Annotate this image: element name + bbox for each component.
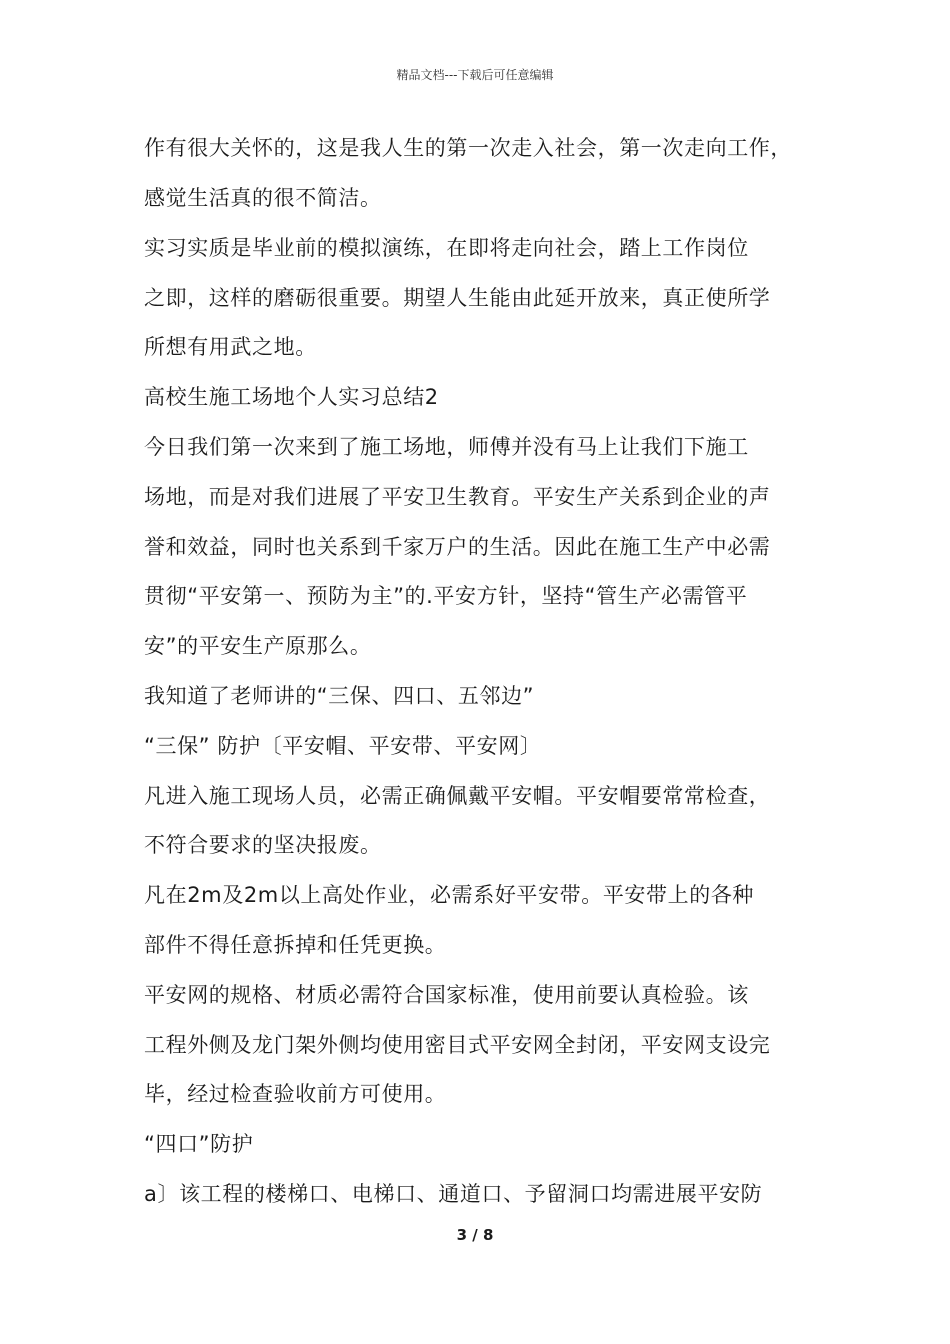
text-line: 实习实质是毕业前的模拟演练，在即将走向社会，踏上工作岗位	[144, 236, 749, 260]
text-line: 不符合要求的坚决报废。	[144, 833, 382, 857]
text-line: 之即，这样的磨砺很重要。期望人生能由此延开放来，真正使所学	[144, 286, 771, 310]
text-line: 平安网的规格、材质必需符合国家标准，使用前要认真检验。该	[144, 983, 749, 1007]
text-line: 凡进入施工现场人员，必需正确佩戴平安帽。平安帽要常常检查，	[144, 784, 771, 808]
text-line: 凡在2m及2m以上高处作业，必需系好平安带。平安带上的各种	[144, 883, 755, 907]
text-line: 我知道了老师讲的“三保、四口、五邻边”	[144, 684, 535, 708]
text-line: 所想有用武之地。	[144, 335, 317, 359]
page-header: 精品文档---下载后可任意编辑	[396, 68, 554, 82]
text-line: 贯彻“平安第一、预防为主”的.平安方针，坚持“管生产必需管平	[144, 584, 748, 608]
text-line: 今日我们第一次来到了施工场地，师傅并没有马上让我们下施工	[144, 435, 749, 459]
section-title: 高校生施工场地个人实习总结2	[144, 385, 439, 409]
text-line: 安”的平安生产原那么。	[144, 634, 372, 658]
text-line: 作有很大关怀的，这是我人生的第一次走入社会，第一次走向工作，	[144, 136, 792, 160]
text-line: 场地，而是对我们进展了平安卫生教育。平安生产关系到企业的声	[144, 485, 771, 509]
text-line: “三保” 防护〔平安帽、平安带、平安网〕	[144, 734, 542, 758]
text-line: 部件不得任意拆掉和任凭更换。	[144, 933, 447, 957]
text-line: 誉和效益，同时也关系到千家万户的生活。因此在施工生产中必需	[144, 535, 771, 559]
text-line: “四口”防护	[144, 1132, 254, 1156]
page-number: 3 / 8	[456, 1226, 494, 1244]
text-line: 感觉生活真的很不简洁。	[144, 186, 382, 210]
text-line: 毕，经过检查验收前方可使用。	[144, 1082, 447, 1106]
text-line: a〕该工程的楼梯口、电梯口、通道口、予留洞口均需进展平安防	[144, 1182, 763, 1206]
text-line: 工程外侧及龙门架外侧均使用密目式平安网全封闭，平安网支设完	[144, 1033, 771, 1057]
